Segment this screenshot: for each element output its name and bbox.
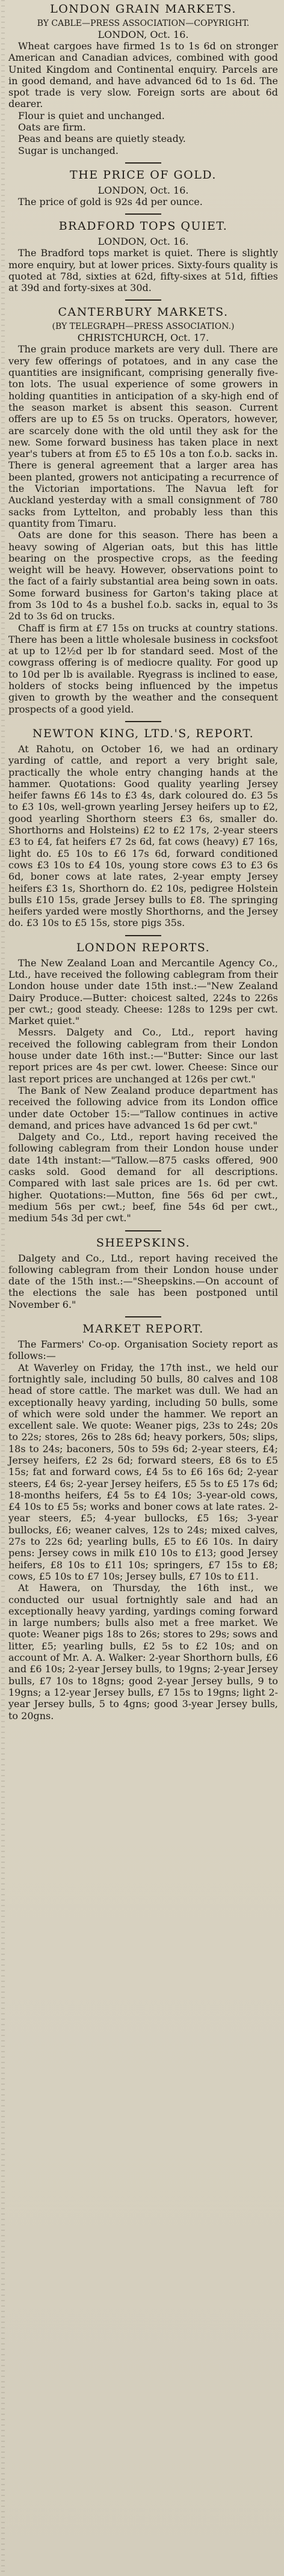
article-canterbury-markets [8, 305, 278, 715]
section-divider [125, 721, 161, 722]
article-heading: LONDON REPORTS. [76, 940, 211, 954]
section-divider [125, 935, 161, 936]
article-newton-king [8, 727, 278, 929]
article-market-report [8, 1322, 278, 1722]
article-heading: BRADFORD TOPS QUIET. [58, 219, 228, 233]
article-paragraph: Peas and beans are quietly steady. [18, 133, 186, 145]
article-dateline: LONDON, Oct. 16. [97, 236, 189, 248]
article-paragraph: Dalgety and Co., Ltd., report having received the following cablegram from their London house under date of the 15th inst.:—"Sheepskins.—On account of the elections the sale has been postponed until November 6." [8, 1252, 278, 1310]
article-paragraph: At Waverley on Friday, the 17th inst., we held our fortnightly sale, including 50 bulls, 80 calves and 108 head of store cattle. The market was dull. We had an exceptionally heavy yarding, including 50 bulls, some of which were sold under the hammer. We report an excellent sale. We quote: Weaner pigs, 23s to 24s; 20s to 22s; stores, 26s to 28s 6d; heavy porkers, 50s; slips, 18s to 24s; baconers, 50s to 59s 6d; 2-year steers, £4; Jersey heifers, £2 2s 6d; forward steers, £8 6s to £5 15s; fat and forward cows, £4 5s to £6 16s 6d; 2-year steers, £4 6s; 2-year Jersey heifers, £5 5s to £5 17s 6d; 18-months heifers, £4 5s to £4 10s; 3-year-old cows, £4 10s to £5 5s; works and boner cows at late rates. 2-year steers, £5; 4-year bullocks, £5 16s; 3-year bullocks, £6; weaner calves, 12s to 24s; mixed calves, 27s to 22s 6d; yearling bulls, £5 to £6 10s. In dairy pens: Jersey cows in milk £10 10s to £13; good Jersey heifers, £8 10s to £11 10s; springers, £7 15s to £8; cows, £5 10s to £7 10s; Jersey bulls, £7 10s to £11. [8, 1361, 278, 1582]
article-byline: (BY TELEGRAPH—PRESS ASSOCIATION.) [52, 322, 235, 332]
article-paragraph: The price of gold is 92s 4d per ounce. [18, 195, 203, 207]
article-paragraph: At Hawera, on Thursday, the 16th inst., we conducted our usual fortnightly sale and had an exceptionally heavy yarding, yardings coming forward in large numbers; bulls also met a free market. We quote: Weaner pigs 18s to 26s; stores to 29s; sows and litter, £5; yearling bulls, £2 5s to £2 10s; and on account of Mr. A. A. Walker: 2-year Shorthorn bulls, £6 and £6 10s; 2-year Jersey bulls, to 19gns; 2-year Jersey bulls, £7 10s to 18gns; good 2-year Jersey bulls, 9 to 19gns; a 12-year Jersey bulls, £7 15s to 19gns; light 2-year Jersey bulls, 5 to 4gns; good 3-year Jersey bulls, to 20gns. [8, 1582, 278, 1722]
article-sheepskins [8, 1236, 278, 1310]
article-byline: BY CABLE—PRESS ASSOCIATION—COPYRIGHT. [37, 19, 250, 28]
article-dateline: LONDON, Oct. 16. [97, 184, 189, 196]
article-heading: THE PRICE OF GOLD. [70, 168, 217, 182]
article-dateline: CHRISTCHURCH, Oct. 17. [77, 332, 209, 344]
article-paragraph: Dalgety and Co., Ltd., report having received the following cablegram from their London house under date 14th instant:—"Tallow.—875 casks offered, 900 casks sold. Good demand for all descriptions. Compared with last sale prices are 1s. 6d per cwt. higher. Quotations:—Mutton, fine 56s 6d per cwt., medium 56s per cwt.; beef, fine 54s 6d per cwt., medium 54s 3d per cwt." [8, 1131, 278, 1224]
article-heading: MARKET REPORT. [82, 1322, 204, 1336]
page-edge-binding [1, 0, 5, 2576]
article-heading: LONDON GRAIN MARKETS. [50, 2, 236, 16]
article-paragraph: Messrs. Dalgety and Co., Ltd., report having received the following cablegram from their London house under date 16th inst.:—"Butter: Since our last report prices are 4s per cwt. lower. Cheese: Since our last report prices are unchanged at 126s per cwt." [8, 1026, 278, 1085]
article-paragraph: The Bradford tops market is quiet. There is slightly more enquiry, but at lower prices. Sixty-fours quality is quoted at 78d, sixties at 62d, fifty-sixes at 51d, fifties at 39d and forty-sixes at 30d. [8, 247, 278, 294]
article-heading: SHEEPSKINS. [96, 1236, 191, 1250]
market-column [8, 0, 283, 1722]
article-london-grain [8, 2, 278, 156]
article-heading: NEWTON KING, LTD.'S, REPORT. [32, 726, 255, 740]
section-divider [125, 213, 161, 215]
article-dateline: LONDON, Oct. 16. [97, 29, 189, 40]
article-london-reports [8, 941, 278, 1224]
section-divider [125, 1230, 161, 1231]
section-divider [125, 299, 161, 301]
article-paragraph: Oats are done for this season. There has been a heavy sowing of Algerian oats, but this has little bearing on the prospective crops, as the feeding weight will be heavy. However, observations point to the fact of a fairly substantial area being sown in oats. Some forward business for Garton's taking place at from 3s 10d to 4s a bushel f.o.b. sacks in, equal to 3s 2d to 3s 6d on trucks. [8, 529, 278, 622]
article-paragraph: The New Zealand Loan and Mercantile Agency Co., Ltd., have received the following cablegram from their London house under date 15th inst.:—"New Zealand Dairy Produce.—Butter: choicest salted, 224s to 226s per cwt.; good steady. Cheese: 128s to 129s per cwt. Market quiet." [8, 957, 278, 1027]
article-price-of-gold [8, 168, 278, 207]
article-paragraph: The Bank of New Zealand produce department has received the following advice from its London office under date October 15:—"Tallow continues in active demand, and prices have advanced 1s 6d per cwt." [8, 1084, 278, 1131]
section-divider [125, 1316, 161, 1317]
article-bradford-tops [8, 219, 278, 293]
article-paragraph: Flour is quiet and unchanged. [18, 109, 165, 121]
article-paragraph: Chaff is firm at £7 15s on trucks at country stations. There has been a little wholesale business in cocksfoot at up to 12½d per lb for standard seed. Most of the cowgrass offering is of mediocre quality. For good up to 10d per lb is available. Ryegrass is inclined to ease, holders of stocks being influenced by the impetus given to growth by the weather and the consequent prospects of a good yield. [8, 622, 278, 715]
article-paragraph: Wheat cargoes have firmed 1s to 1s 6d on stronger American and Canadian advices, combined with good United Kingdom and Continental enquiry. Parcels are in good demand, and have advanced 6d to 1s 6d. The spot trade is very slow. Foreign sorts are about 6d dearer. [8, 40, 278, 110]
article-paragraph: The grain produce markets are very dull. There are very few offerings of potatoes, and in any case the quantities are insignificant, comprising generally five-ton lots. The usual experience of some growers in holding quantities in anticipation of a sky-high end of the season market is absent this season. Current offers are up to £5 5s on trucks. Operators, however, are scarcely done with the old until they ask for the new. Some forward business has taken place in next year's tubers at from £5 to £5 10s a ton f.o.b. sacks in. There is general agreement that a larger area has been planted, growers not anticipating a recurrence of the Victorian importations. The Navua left for Auckland yesterday with a small consignment of 780 sacks from Lyttelton, and probably less than this quantity from Timaru. [8, 343, 278, 529]
article-paragraph: The Farmers' Co-op. Organisation Society report as follows:— [8, 1339, 278, 1362]
article-paragraph: Sugar is unchanged. [18, 144, 119, 156]
section-divider [125, 162, 161, 164]
article-heading: CANTERBURY MARKETS. [58, 305, 229, 319]
article-paragraph: At Rahotu, on October 16, we had an ordinary yarding of cattle, and report a very bright sale, practically the whole entry changing hands at the hammer. Quotations: Good quality yearling Jersey heifer fawns £6 14s to £3 4s, dark coloured do. £3 5s to £3 10s, well-grown yearling Jersey heifers up to £2, good yearling Shorthorn steers £3 6s, smaller do. Shorthorns and Holsteins) £2 to £2 17s, 2-year steers £3 to £4, fat heifers £7 2s 6d, fat cows (heavy) £7 16s, light do. £5 10s to £6 17s 6d, forward conditioned cows £3 10s to £4 10s, young store cows £3 to £3 6s 6d, boner cows at late rates, 2-year empty Jersey heifers £3 1s, Shorthorn do. £2 10s, pedigree Holstein bulls £10 15s, grade Jersey bulls to £8. The springing heifers yarded were mostly Shorthorns, and the Jersey do. £3 10s to £5 15s, store pigs 35s. [8, 743, 278, 929]
article-paragraph: Oats are firm. [18, 121, 86, 133]
